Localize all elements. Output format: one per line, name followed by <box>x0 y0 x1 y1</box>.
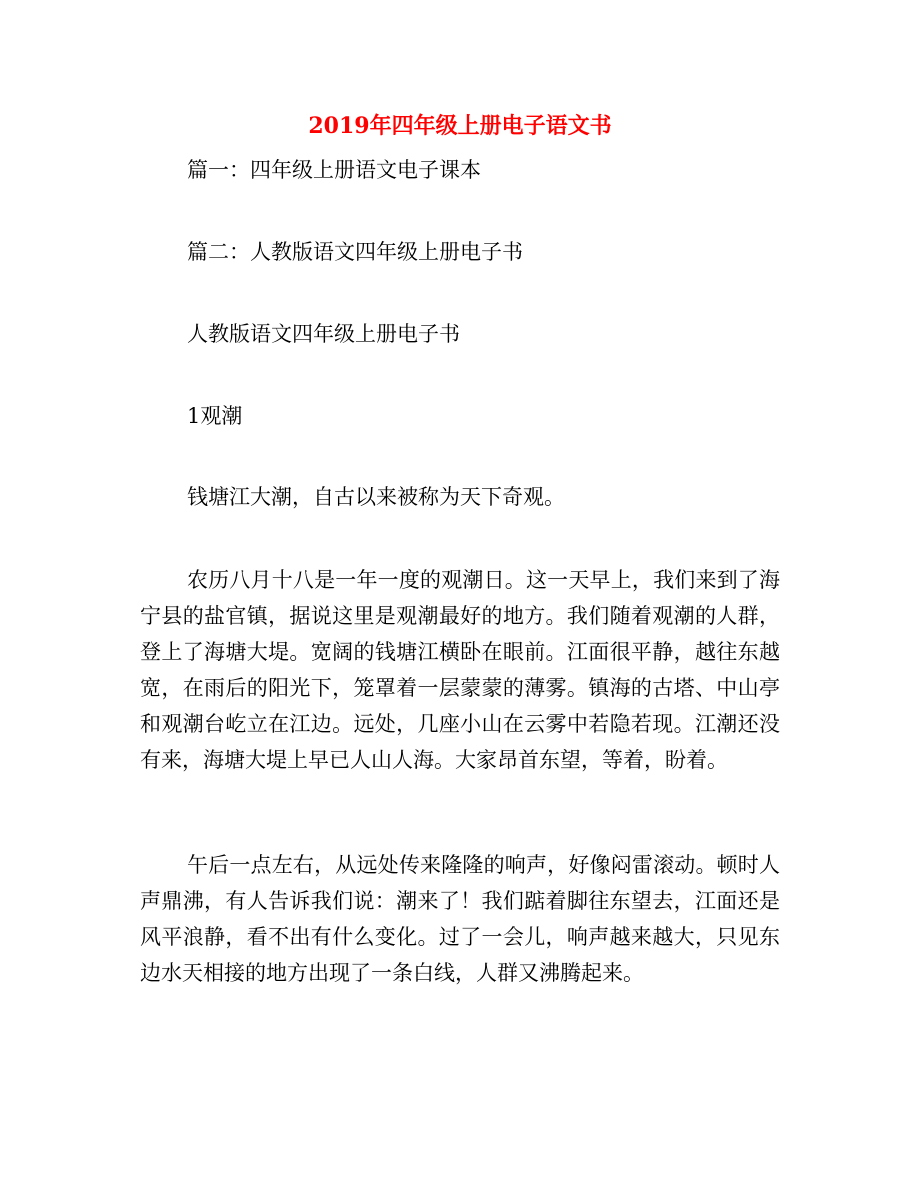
book-title: 人教版语文四年级上册电子书 <box>187 322 460 346</box>
lesson-title: 1观潮 <box>187 404 243 428</box>
document-title: 2019年四年级上册电子语文书 <box>308 113 612 139</box>
body-paragraph-1: 农历八月十八是一年一度的观潮日。这一天早上，我们来到了海宁县的盐官镇，据说这里是观潮最好的地方。我们随着观潮的人群，登上了海塘大堤。宽阔的钱塘江横卧在眼前。江面很平静，越往东越宽，在雨后的阳光下，笼罩着一层蒙蒙的薄雾。镇海的古塔、中山亭和观潮台屹立在江边。远处，几座小山在云雾中若隐若现。江潮还没有来，海塘大堤上早已人山人海。大家昂首东望，等着，盼着。 <box>140 568 780 772</box>
heading-part-one: 篇一：四年级上册语文电子课本 <box>187 158 481 182</box>
intro-sentence: 钱塘江大潮，自古以来被称为天下奇观。 <box>187 485 565 509</box>
body-paragraph-2: 午后一点左右，从远处传来隆隆的响声，好像闷雷滚动。顿时人声鼎沸，有人告诉我们说：潮来了！我们踮着脚往东望去，江面还是风平浪静，看不出有什么变化。过了一会儿，响声越来越大，只见东边水天相接的地方出现了一条白线，人群又沸腾起来。 <box>140 853 780 985</box>
heading-part-two: 篇二：人教版语文四年级上册电子书 <box>187 240 523 264</box>
